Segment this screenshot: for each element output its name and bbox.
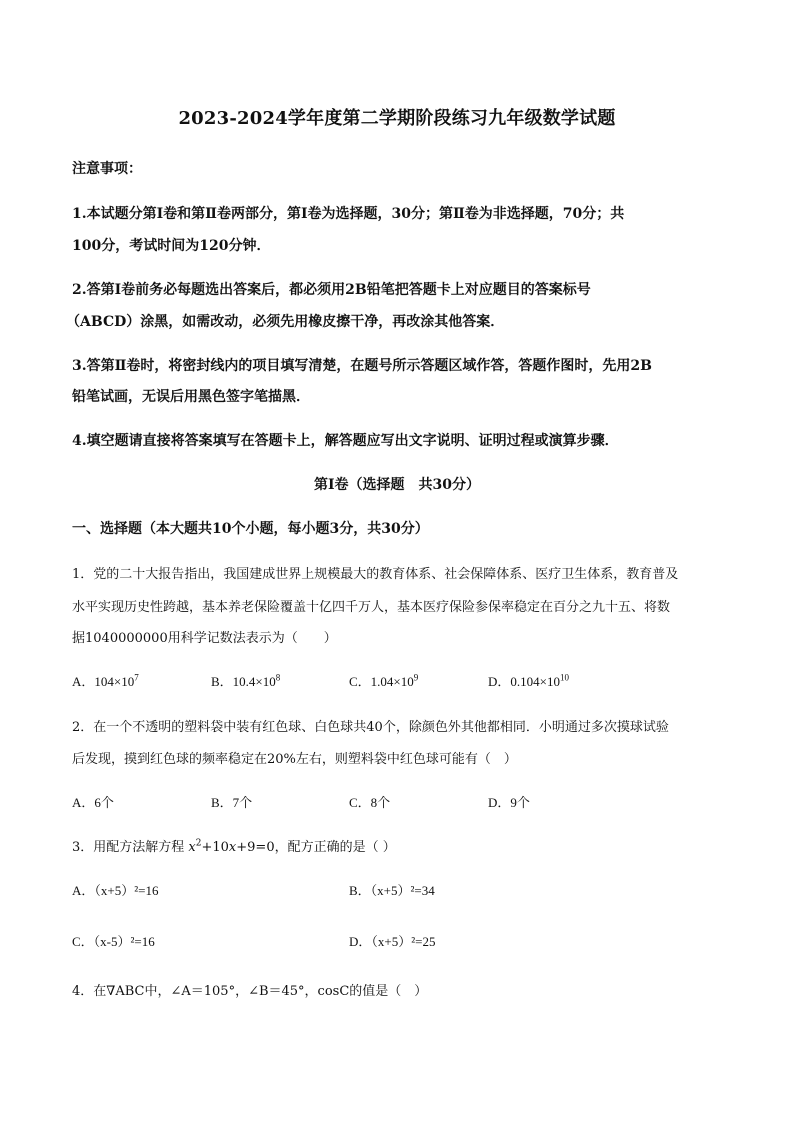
note-1-line-1: 1.本试题分第Ⅰ卷和第Ⅱ卷两部分，第Ⅰ卷为选择题，30分；第Ⅱ卷为非选择题，70分；共 <box>72 206 625 222</box>
q1-line-1: 1．党的二十大报告指出，我国建成世界上规模最大的教育体系、社会保障体系、医疗卫生体系，教育普及 <box>72 567 679 582</box>
note-2-line-2: （ABCD）涂黑，如需改动，必须先用橡皮擦干净，再改涂其他答案． <box>66 314 505 330</box>
q1-line-3: 据1040000000用科学记数法表示为（ ） <box>72 631 337 646</box>
q2-option-c: C．8个 <box>349 795 391 810</box>
q3-option-d: D．（x+5）²=25 <box>349 934 436 949</box>
part-title: 一、选择题（本大题共10个小题，每小题3分，共30分） <box>72 521 429 537</box>
q2-option-a: A．6个 <box>72 795 114 810</box>
note-2-line-1: 2.答第Ⅰ卷前务必每题选出答案后，都必须用2B铅笔把答题卡上对应题目的答案标号 <box>72 282 591 298</box>
volume-title: 第Ⅰ卷（选择题 共30分） <box>313 477 481 493</box>
q2-line-1: 2．在一个不透明的塑料袋中装有红色球、白色球共40个，除颜色外其他都相同．小明通过多次摸球试验 <box>72 720 669 735</box>
q1-line-2: 水平实现历史性跨越，基本养老保险覆盖十亿四千万人，基本医疗保险参保率稳定在百分之九十五、将数 <box>72 600 671 615</box>
q2-option-b: B．7个 <box>211 795 253 810</box>
q3-option-a: A．（x+5）²=16 <box>72 883 159 898</box>
note-3-line-1: 3.答第Ⅱ卷时，将密封线内的项目填写清楚，在题号所示答题区域作答，答题作图时，先用2B <box>72 358 652 374</box>
exam-title: 2023-2024学年度第二学期阶段练习九年级数学试题 <box>178 108 616 129</box>
q1-option-a: A．$104\times 10^7$ <box>72 672 139 689</box>
q1-option-d: D．$0.104\times 10^{10}$ <box>488 672 569 689</box>
q2-option-d: D．9个 <box>488 795 530 810</box>
note-1-line-2: 100分，考试时间为120分钟． <box>72 238 271 254</box>
note-4-line-1: 4.填空题请直接将答案填写在答题卡上，解答题应写出文字说明、证明过程或演算步骤． <box>72 433 619 449</box>
q1-option-c: C．$1.04\times 10^9$ <box>349 672 419 689</box>
notes-heading: 注意事项： <box>72 161 142 177</box>
q4-stem: 4．在∇ABC中，∠A＝105°，∠B＝45°，cosC的值是（ ） <box>72 984 428 999</box>
note-3-line-2: 铅笔试画，无误后用黑色签字笔描黑． <box>72 389 310 405</box>
q1-option-b: B．$10.4\times 10^8$ <box>211 672 281 689</box>
q3-option-b: B．（x+5）²=34 <box>349 883 435 898</box>
q3-stem: 3．用配方法解方程 $x^2+10x+9=0$，配方正确的是（ ） <box>72 838 396 855</box>
q2-line-2: 后发现，摸到红色球的频率稳定在20%左右，则塑料袋中红色球可能有（ ） <box>72 752 517 767</box>
q3-option-c: C．（x-5）²=16 <box>72 934 155 949</box>
